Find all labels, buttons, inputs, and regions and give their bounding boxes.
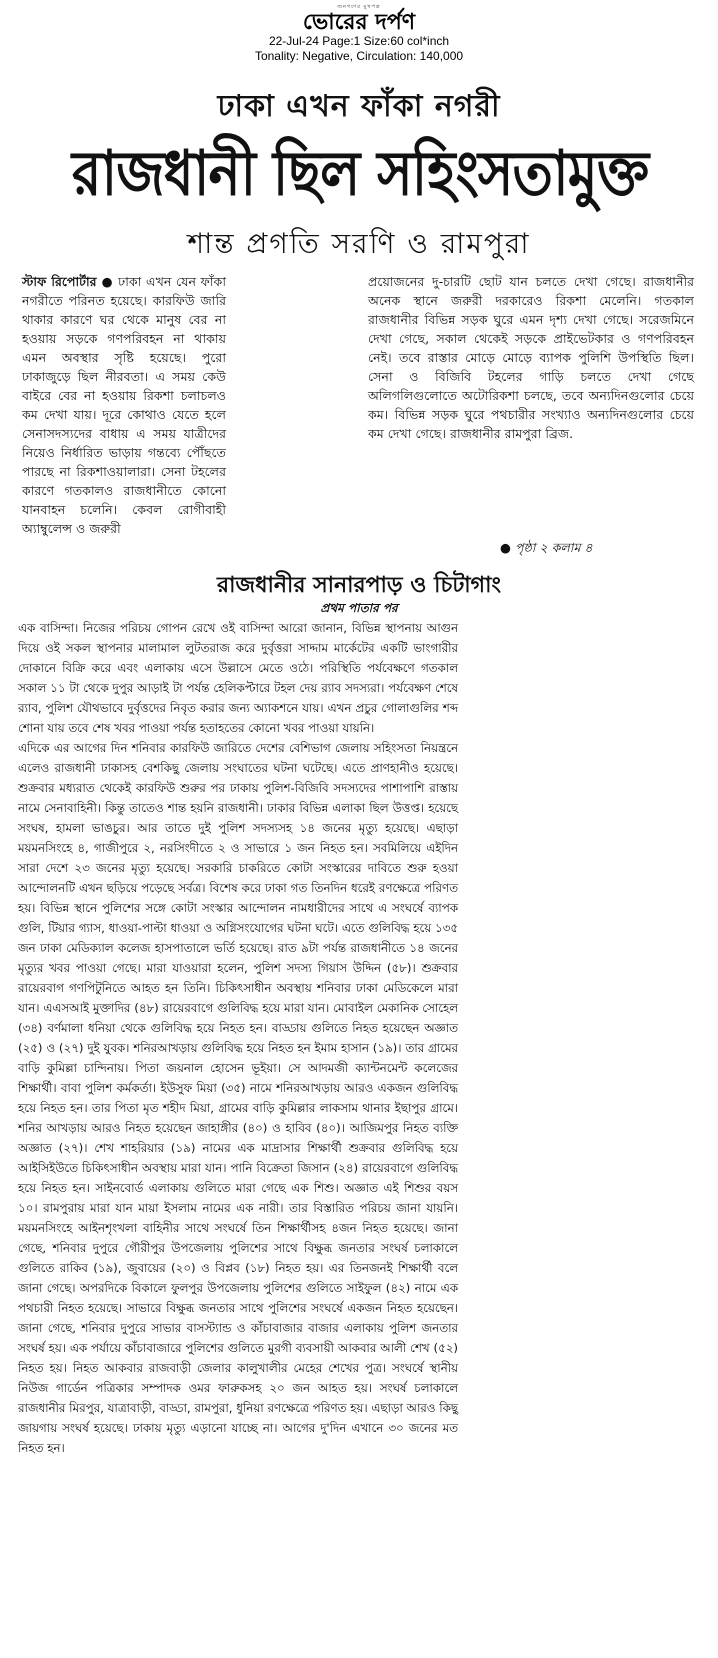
continuation-paragraph-1: এক বাসিন্দা। নিজের পরিচয় গোপন রেখে ওই বাসিন্দা আরো জানান, বিভিন্ন স্থাপনায় আগুন দিয়ে ওই সকল স্থাপনার মালামাল লুটতরাজ করে দুর্বৃত্তরা সাদ্দাম মার্কেটের একটি ভাংগারীর দোকানে বিক্রি করে এবং এলাকায় এসে উল্লাসে মেতে ওঠে। পরিস্থিতি পর্যবেক্ষণে গতকাল সকাল ১১ টা থেকে দুপুর আড়াই টা পর্যন্ত হেলিকপ্টারে টহল দেয় র‍্যাব সদস্যরা। পর্যবেক্ষণ শেষে র‍্যাব, পুলিশ যৌথভাবে দুর্বৃত্তদের নিবৃত করার জন্য অ্যাকশনে যায়। এখন প্রচুর গোলাগুলির শব্দ শোনা যায় তবে শেষ খবর পাওয়া পর্যন্ত হতাহতের কোনো খবর পাওয়া যায়নি।: [18, 621, 458, 735]
article-column-right: [368, 272, 694, 443]
continuation-body: [18, 618, 458, 1458]
clip-meta-line-2: Tonality: Negative, Circulation: 140,000: [254, 49, 464, 63]
byline: স্টাফ রিপোর্টার ●: [22, 274, 114, 289]
continuation-paragraph-2: এদিকে এর আগের দিন শনিবার কারফিউ জারিতে দেশের বেশিভাগ জেলায় সহিংসতা নিয়ন্ত্রনে এলেও রাজধানী ঢাকাসহ বেশকিছু জেলায় সংঘাতের ঘটনা ঘটেছে। এতে প্রাণহানীও হয়েছে। শুক্রবার মধ্যরাত থেকেই কারফিউ শুরুর পর ঢাকায় পুলিশ-বিজিবি সদস্যদের পাশাপাশি রাস্তায় নামে সেনাবাহিনী। কিন্তু তাতেও শান্ত হয়নি রাজধানী। ঢাকার বিভিন্ন এলাকা ছিল উত্তপ্ত। হয়েছে সংঘষ, হামলা ভাঙচুর। আর তাতে দুই পুলিশ সদস্যসহ ১৪ জনের মৃত্যু হয়েছে। এছাড়া ময়মনসিংহে ৪, গাজীপুরে ২, নরসিংদীতে ২ ও সাভারে ১ জন নিহত হন। সবমিলিয়ে এইদিন সারা দেশে ২৩ জনের মৃত্যু হয়েছে। সরকারি চাকরিতে কোটা সংস্কারের দাবিতে শুরু হওয়া আন্দোলনটি এখন ছড়িয়ে পড়েছে সর্বত্র। বিশেষ করে ঢাকা গত তিনদিন ধরেই রণক্ষেত্রে পরিণত হয়। বিভিন্ন স্থানে পুলিশের সঙ্গে কোটা সংস্কার আন্দোলন নামধারীদের সাথে এ সংঘর্ষে ব্যাপক গুলি, টিয়ার গ্যাস, ধাওয়া-পাল্টা ধাওয়া ও অগ্নিসংযোগের ঘটনা ঘটে। এতে গুলিবিদ্ধ হয়ে ১৩৫ জন ঢাকা মেডিক্যাল কলেজ হাসপাতালে ভর্তি হয়েছে। রাত ৯টা পর্যন্ত রাজধানীতে ১৪ জনের মৃত্যুর খবর পাওয়া গেছে। মারা যাওয়ারা হলেন, পুলিশ সদস্য গিয়াস উদ্দিন (৫৮)। শুক্রবার রায়েরবাগ গণপিটুনিতে আহত হন তিনি। চিকিৎসাধীন অবস্থায় শনিবার ঢাকা মেডিকেলে মারা যান। এএসআই মুক্তাদির (৪৮) রায়েরবাগে গুলিবিদ্ধ হয়ে মারা যান। মোবাইল মেকানিক সোহেল (৩৪) বর্ণমালা ধনিয়া থেকে গুলিবিদ্ধ হয়ে নিহত হন। বাড্ডায় গুলিতে নিহত হয়েছেন অজ্ঞাত (২৫) ও (২৭) দুই যুবক। শনিরআখড়ায় গুলিবিদ্ধ হয়ে নিহত হন ইমাম হাসান (১৯)। তার গ্রামের বাড়ি কুমিল্লা চান্দিনায়। পিতা জয়নাল হোসেন ভূইয়া। সে আদমজী ক্যান্টনমেন্ট কলেজের শিক্ষার্থী। বাবা পুলিশ কর্মকর্তা। ইউসুফ মিয়া (৩৫) নামে শনিরআখড়ায় আরও একজন গুলিবিদ্ধ হয়ে নিহত হন। তার পিতা মৃত শহীদ মিয়া, গ্রামের বাড়ি কুমিল্লার লাকসাম থানার ইছাপুর গ্রামে। শনির আখড়ায় আরও নিহত হয়েছেন জাহাঙ্গীর (৪০) ও হাবিব (৪০)। আজিমপুর নিহত ব্যক্তি অজ্ঞাত (২৭)। শেখ শাহরিয়ার (১৯) নামের এক মাদ্রাসার শিক্ষার্থী শুক্রবার গুলিবিদ্ধ হয়ে আইসিইউতে চিকিৎসাধীন অবস্থায় মারা যান। পানি বিক্রেতা জিসান (২৪) রায়েরবাগে গুলিবিদ্ধ হয়ে নিহত হন। সাইনবোর্ড এলাকায় গুলিতে মারা গেছে এক শিশু। অজ্ঞাত এই শিশুর বয়স ১০। রামপুরায় মারা যান মায়া ইসলাম নামের এক নারী। তার বিস্তারিত পরিচয় জানা যায়নি। ময়মনসিংহে আইনশৃংখলা বাহিনীর সাথে সংঘর্ষে তিন শিক্ষার্থীসহ ৪জন নিহত হয়েছে। জানা গেছে, শনিবার দুপুরে গৌরীপুর উপজেলায় পুলিশের সাথে বিক্ষুব্ধ জনতার সংঘর্ষ চলাকালে গুলিতে রাকিব (১৯), জুবায়ের (২০) ও বিপ্লব (১৮) নিহত হয়। এর তিনজনই শিক্ষার্থী বলে জানা গেছে। অপরদিকে বিকালে ফুলপুর উপজেলায় পুলিশের গুলিতে সাইফুল (৪২) নামে এক পথচারী নিহত হয়েছে। সাভারে বিক্ষুব্ধ জনতার সাথে পুলিশের সংঘর্ষে একজন নিহত হয়েছেন। জানা গেছে, শনিবার দুপুরে সাভার বাসস্ট্যান্ড ও কাঁচাবাজার বাজার এলাকায় পুলিশ জনতার সংঘর্ষ হয়। এক পর্যায়ে কাঁচাবাজারে পুলিশের গুলিতে মুরগী ব্যবসায়ী আকবার আলী শেখ (৫২) নিহত হয়। নিহত আকবার রাজবাড়ী জেলার কালুখালীর মেহের শেখের পুত্র। সংঘর্ষে স্থানীয় নিউজ গার্ডেন পত্রিকার সম্পাদক ওমর ফারুকসহ ২০ জন আহত হয়। সংঘর্ষ চলাকালে রাজধানীর মিরপুর, যাত্রাবাড়ী, বাড্ডা, রামপুরা, ধুনিয়া রণক্ষেত্রে পরিণত হয়। এছাড়া আরও কিছু জায়গায় সংঘর্ষ হয়েছে। ঢাকায় মৃত্যু এড়ানো যাচ্ছে না। আগের দু'দিন এখানে ৩০ জনের মত নিহত হন।: [18, 741, 458, 1455]
newspaper-logo: ভোরের দর্পণ: [302, 9, 416, 35]
continuation-from: প্রথম পাতার পর: [320, 601, 398, 615]
article-subhead: শান্ত প্রগতি সরণি ও রামপুরা: [187, 227, 531, 260]
article-column-left: [22, 272, 226, 538]
continued-on-page: ● পৃষ্ঠা ২ কলাম ৪: [500, 540, 593, 555]
column-right-text: প্রয়োজনের দু-চারটি ছোট যান চলতে দেখা গেছে। রাজধানীর অনেক স্থানে জরুরী দরকারেও রিকশা মেলেনি। গতকাল রাজধানীর বিভিন্ন সড়ক ঘুরে এমন দৃশ্য দেখা গেছে। সরেজমিনে দেখা গেছে, সকাল থেকেই সড়কে প্রাইভেটকার ও গণপরিবহন নেই। তবে রাস্তার মোড়ে মোড়ে ব্যাপক পুলিশি উপস্থিতি ছিল। সেনা ও বিজিবি টহলের গাড়ি চলতে দেখা গেছে অলিগলিগুলোতে অটোরিকশা চলছে, তবে অন্যদিনগুলোর চেয়ে কম। বিভিন্ন সড়ক ঘুরে পথচারীর সংখ্যাও অন্যদিনগুলোর চেয়ে কম দেখা গেছে। রাজধানীর রামপুরা ব্রিজ.: [368, 274, 694, 441]
column-left-text: ঢাকা এখন যেন ফাঁকা নগরীতে পরিনত হয়েছে। কারফিউ জারি থাকার কারণে ঘর থেকে মানুষ বের না হওয়ায় সড়কে গণপরিবহন না থাকায় এমন অবস্থার সৃষ্টি হয়েছে। পুরো ঢাকাজুড়ে ছিল নীরবতা। এ সময় কেউ বাইরে বের না হওয়ায় রিকশা চলাচলও কম দেখা যায়। দূরে কোথাও যেতে হলে সেনাসদস্যদের বাধায় এ সময় যাত্রীদের নিয়েও নির্ধারিত ভাড়ায় গন্তব্যে পৌঁছতে পারছে না রিকশাওয়ালারা। সেনা টহলের কারণে গতকালও রাজধানীতে কোনো যানবাহন চলেনি। কেবল রোগীবাহী অ্যাম্বুলেন্স ও জরুরী: [22, 274, 226, 536]
continuation-title: রাজধানীর সানারপাড় ও চিটাগাং: [217, 573, 501, 598]
logo-kicker: জনগণের মুখপত্র: [337, 4, 381, 10]
article-headline: রাজধানী ছিল সহিংসতামুক্ত: [71, 136, 649, 210]
clip-meta-line-1: 22-Jul-24 Page:1 Size:60 col*inch: [268, 34, 450, 48]
article-kicker: ঢাকা এখন ফাঁকা নগরী: [217, 89, 501, 124]
masthead: [0, 4, 718, 64]
